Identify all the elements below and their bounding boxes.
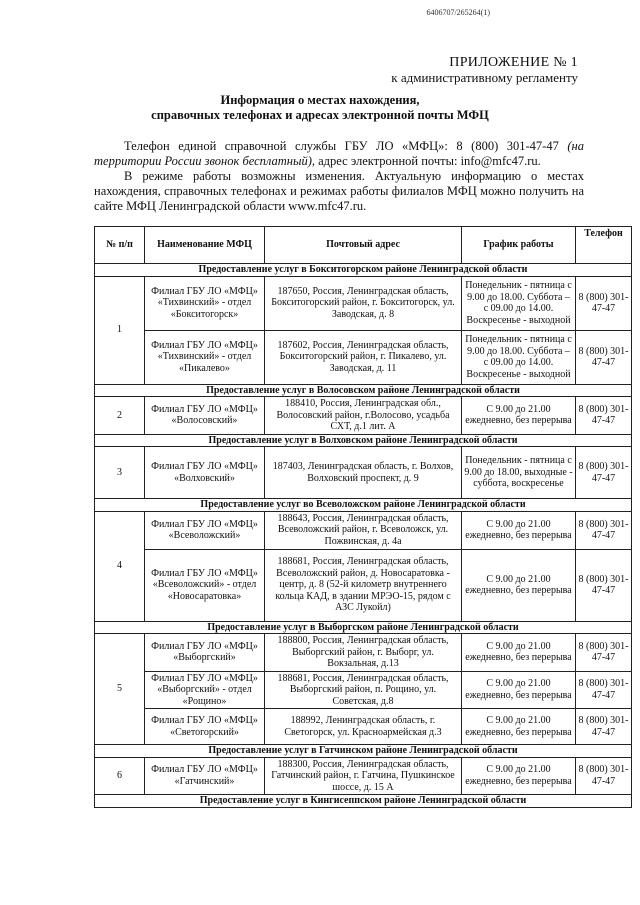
mfc-address: 187650, Россия, Ленинградская область, Бокситогорский район, г. Бокситогорск, ул. Заводская, д. 8: [265, 276, 462, 330]
region-row: [95, 264, 632, 277]
mfc-address: 187602, Россия, Ленинградская область, Бокситогорский район, г. Пикалево, ул. Заводская, д. 11: [265, 330, 462, 384]
mfc-phone: 8 (800) 301-47-47: [576, 330, 632, 384]
mfc-address: 188800, Россия, Ленинградская область, Выборгский район, г. Выборг, ул. Вокзальная, д.13: [265, 634, 462, 672]
table-row: [95, 634, 632, 672]
region-title: Предоставление услуг в Выборгском районе Ленинградской области: [95, 621, 632, 634]
table-row: [95, 447, 632, 499]
mfc-schedule: С 9.00 до 21.00 ежедневно, без перерыва: [462, 511, 576, 549]
mfc-schedule: Понедельник - пятница с 9.00 до 18.00, выходные - суббота, воскресенье: [462, 447, 576, 499]
intro-email-text: , адрес электронной почты: info@mfc47.ru.: [311, 154, 541, 168]
intro-phone-text: Телефон единой справочной службы ГБУ ЛО «МФЦ»: 8 (800) 301-47-47: [124, 139, 568, 153]
table-row: [95, 511, 632, 549]
region-title: Предоставление услуг в Гатчинском районе Ленинградской области: [95, 745, 632, 758]
row-num: 6: [95, 757, 145, 795]
mfc-schedule: С 9.00 до 21.00 ежедневно, без перерыва: [462, 634, 576, 672]
header-name: Наименование МФЦ: [145, 227, 265, 264]
title-line-1: Информация о местах нахождения,: [220, 93, 420, 107]
mfc-name: Филиал ГБУ ЛО «МФЦ» «Тихвинский» - отдел «Бокситогорск»: [145, 276, 265, 330]
region-title: Предоставление услуг в Бокситогорском районе Ленинградской области: [95, 264, 632, 277]
page-title: [0, 93, 640, 123]
intro-free-call-note: (на территории России звонок бесплатный): [94, 139, 584, 168]
region-row: [95, 434, 632, 447]
table-row: [95, 757, 632, 795]
mfc-schedule: Понедельник - пятница с 9.00 до 18.00. Суббота – с 09.00 до 14.00. Воскресенье - выходной: [462, 276, 576, 330]
mfc-address: 188643, Россия, Ленинградская область, Всеволожский район, г. Всеволожск, ул. Пожвинская, д. 4а: [265, 511, 462, 549]
region-row: [95, 621, 632, 634]
region-row: [95, 795, 632, 808]
mfc-schedule: С 9.00 до 21.00 ежедневно, без перерыва: [462, 757, 576, 795]
mfc-name: Филиал ГБУ ЛО «МФЦ» «Волховский»: [145, 447, 265, 499]
region-title: Предоставление услуг во Всеволожском районе Ленинградской области: [95, 499, 632, 512]
row-num: 3: [95, 447, 145, 499]
appendix-number: ПРИЛОЖЕНИЕ № 1: [449, 55, 578, 70]
mfc-name: Филиал ГБУ ЛО «МФЦ» «Выборгский»: [145, 634, 265, 672]
region-row: [95, 745, 632, 758]
mfc-schedule: С 9.00 до 21.00 ежедневно, без перерыва: [462, 671, 576, 709]
mfc-address: 188681, Россия, Ленинградская область, Выборгский район, п. Рощино, ул. Советская, д.8: [265, 671, 462, 709]
mfc-address: 188681, Россия, Ленинградская область, Всеволожский район, д. Новосаратовка - центр, д. 8 (52-й километр внутреннего кольца КАД, в здании МРЭО-15, рядом с АЗС Лукойл): [265, 549, 462, 621]
region-row: [95, 384, 632, 397]
header-address: Почтовый адрес: [265, 227, 462, 264]
header-schedule: График работы: [462, 227, 576, 264]
region-title: Предоставление услуг в Кингисеппском районе Ленинградской области: [95, 795, 632, 808]
mfc-address: 188300, Россия, Ленинградская область, Гатчинский район, г. Гатчина, Пушкинское шоссе, д. 15 А: [265, 757, 462, 795]
mfc-address: 188410, Россия, Ленинградская обл., Волосовский район, г.Волосово, усадьба СХТ, д.1 лит. А: [265, 397, 462, 435]
table-row: [95, 709, 632, 745]
mfc-phone: 8 (800) 301-47-47: [576, 276, 632, 330]
row-num: 2: [95, 397, 145, 435]
header-phone: Телефон: [576, 227, 632, 264]
document-id: 6406707/265264(1): [426, 8, 490, 17]
mfc-name: Филиал ГБУ ЛО «МФЦ» «Тихвинский» - отдел «Пикалево»: [145, 330, 265, 384]
mfc-name: Филиал ГБУ ЛО «МФЦ» «Гатчинский»: [145, 757, 265, 795]
mfc-address: 188992, Ленинградская область, г. Светогорск, ул. Красноармейская д.3: [265, 709, 462, 745]
intro-paragraph-phone: [94, 139, 584, 169]
mfc-address: 187403, Ленинградская область, г. Волхов, Волховский проспект, д. 9: [265, 447, 462, 499]
mfc-phone: 8 (800) 301-47-47: [576, 447, 632, 499]
mfc-name: Филиал ГБУ ЛО «МФЦ» «Волосовский»: [145, 397, 265, 435]
mfc-name: Филиал ГБУ ЛО «МФЦ» «Выборгский» - отдел «Рощино»: [145, 671, 265, 709]
mfc-phone: 8 (800) 301-47-47: [576, 549, 632, 621]
region-row: [95, 499, 632, 512]
table-row: [95, 549, 632, 621]
header-num: № п/п: [95, 227, 145, 264]
mfc-phone: 8 (800) 301-47-47: [576, 757, 632, 795]
mfc-schedule: С 9.00 до 21.00 ежедневно, без перерыва: [462, 709, 576, 745]
table-row: [95, 671, 632, 709]
mfc-name: Филиал ГБУ ЛО «МФЦ» «Светогорский»: [145, 709, 265, 745]
appendix-subtitle: к административному регламенту: [391, 70, 578, 85]
mfc-phone: 8 (800) 301-47-47: [576, 511, 632, 549]
region-title: Предоставление услуг в Волховском районе Ленинградской области: [95, 434, 632, 447]
row-num: 1: [95, 276, 145, 384]
table-header-row: [95, 227, 632, 264]
title-line-2: справочных телефонах и адресах электронной почты МФЦ: [151, 108, 489, 122]
table-row: [95, 276, 632, 330]
mfc-phone: 8 (800) 301-47-47: [576, 397, 632, 435]
mfc-schedule: Понедельник - пятница с 9.00 до 18.00. Суббота – с 09.00 до 14.00. Воскресенье - выходной: [462, 330, 576, 384]
mfc-table: [94, 226, 632, 808]
intro-paragraph-changes: В режиме работы возможны изменения. Актуальную информацию о местах нахождения, справочных телефонах и режимах работы филиалов МФЦ можно получить на сайте МФЦ Ленинградской области www.mfc47.ru.: [94, 169, 584, 213]
mfc-phone: 8 (800) 301-47-47: [576, 634, 632, 672]
mfc-schedule: С 9.00 до 21.00 ежедневно, без перерыва: [462, 397, 576, 435]
mfc-schedule: С 9.00 до 21.00 ежедневно, без перерыва: [462, 549, 576, 621]
row-num: 5: [95, 634, 145, 745]
appendix-header: [391, 55, 578, 85]
table-row: [95, 330, 632, 384]
mfc-name: Филиал ГБУ ЛО «МФЦ» «Всеволожский» - отдел «Новосаратовка»: [145, 549, 265, 621]
mfc-phone: 8 (800) 301-47-47: [576, 709, 632, 745]
region-title: Предоставление услуг в Волосовском районе Ленинградской области: [95, 384, 632, 397]
table-row: [95, 397, 632, 435]
mfc-name: Филиал ГБУ ЛО «МФЦ» «Всеволожский»: [145, 511, 265, 549]
mfc-phone: 8 (800) 301-47-47: [576, 671, 632, 709]
row-num: 4: [95, 511, 145, 621]
